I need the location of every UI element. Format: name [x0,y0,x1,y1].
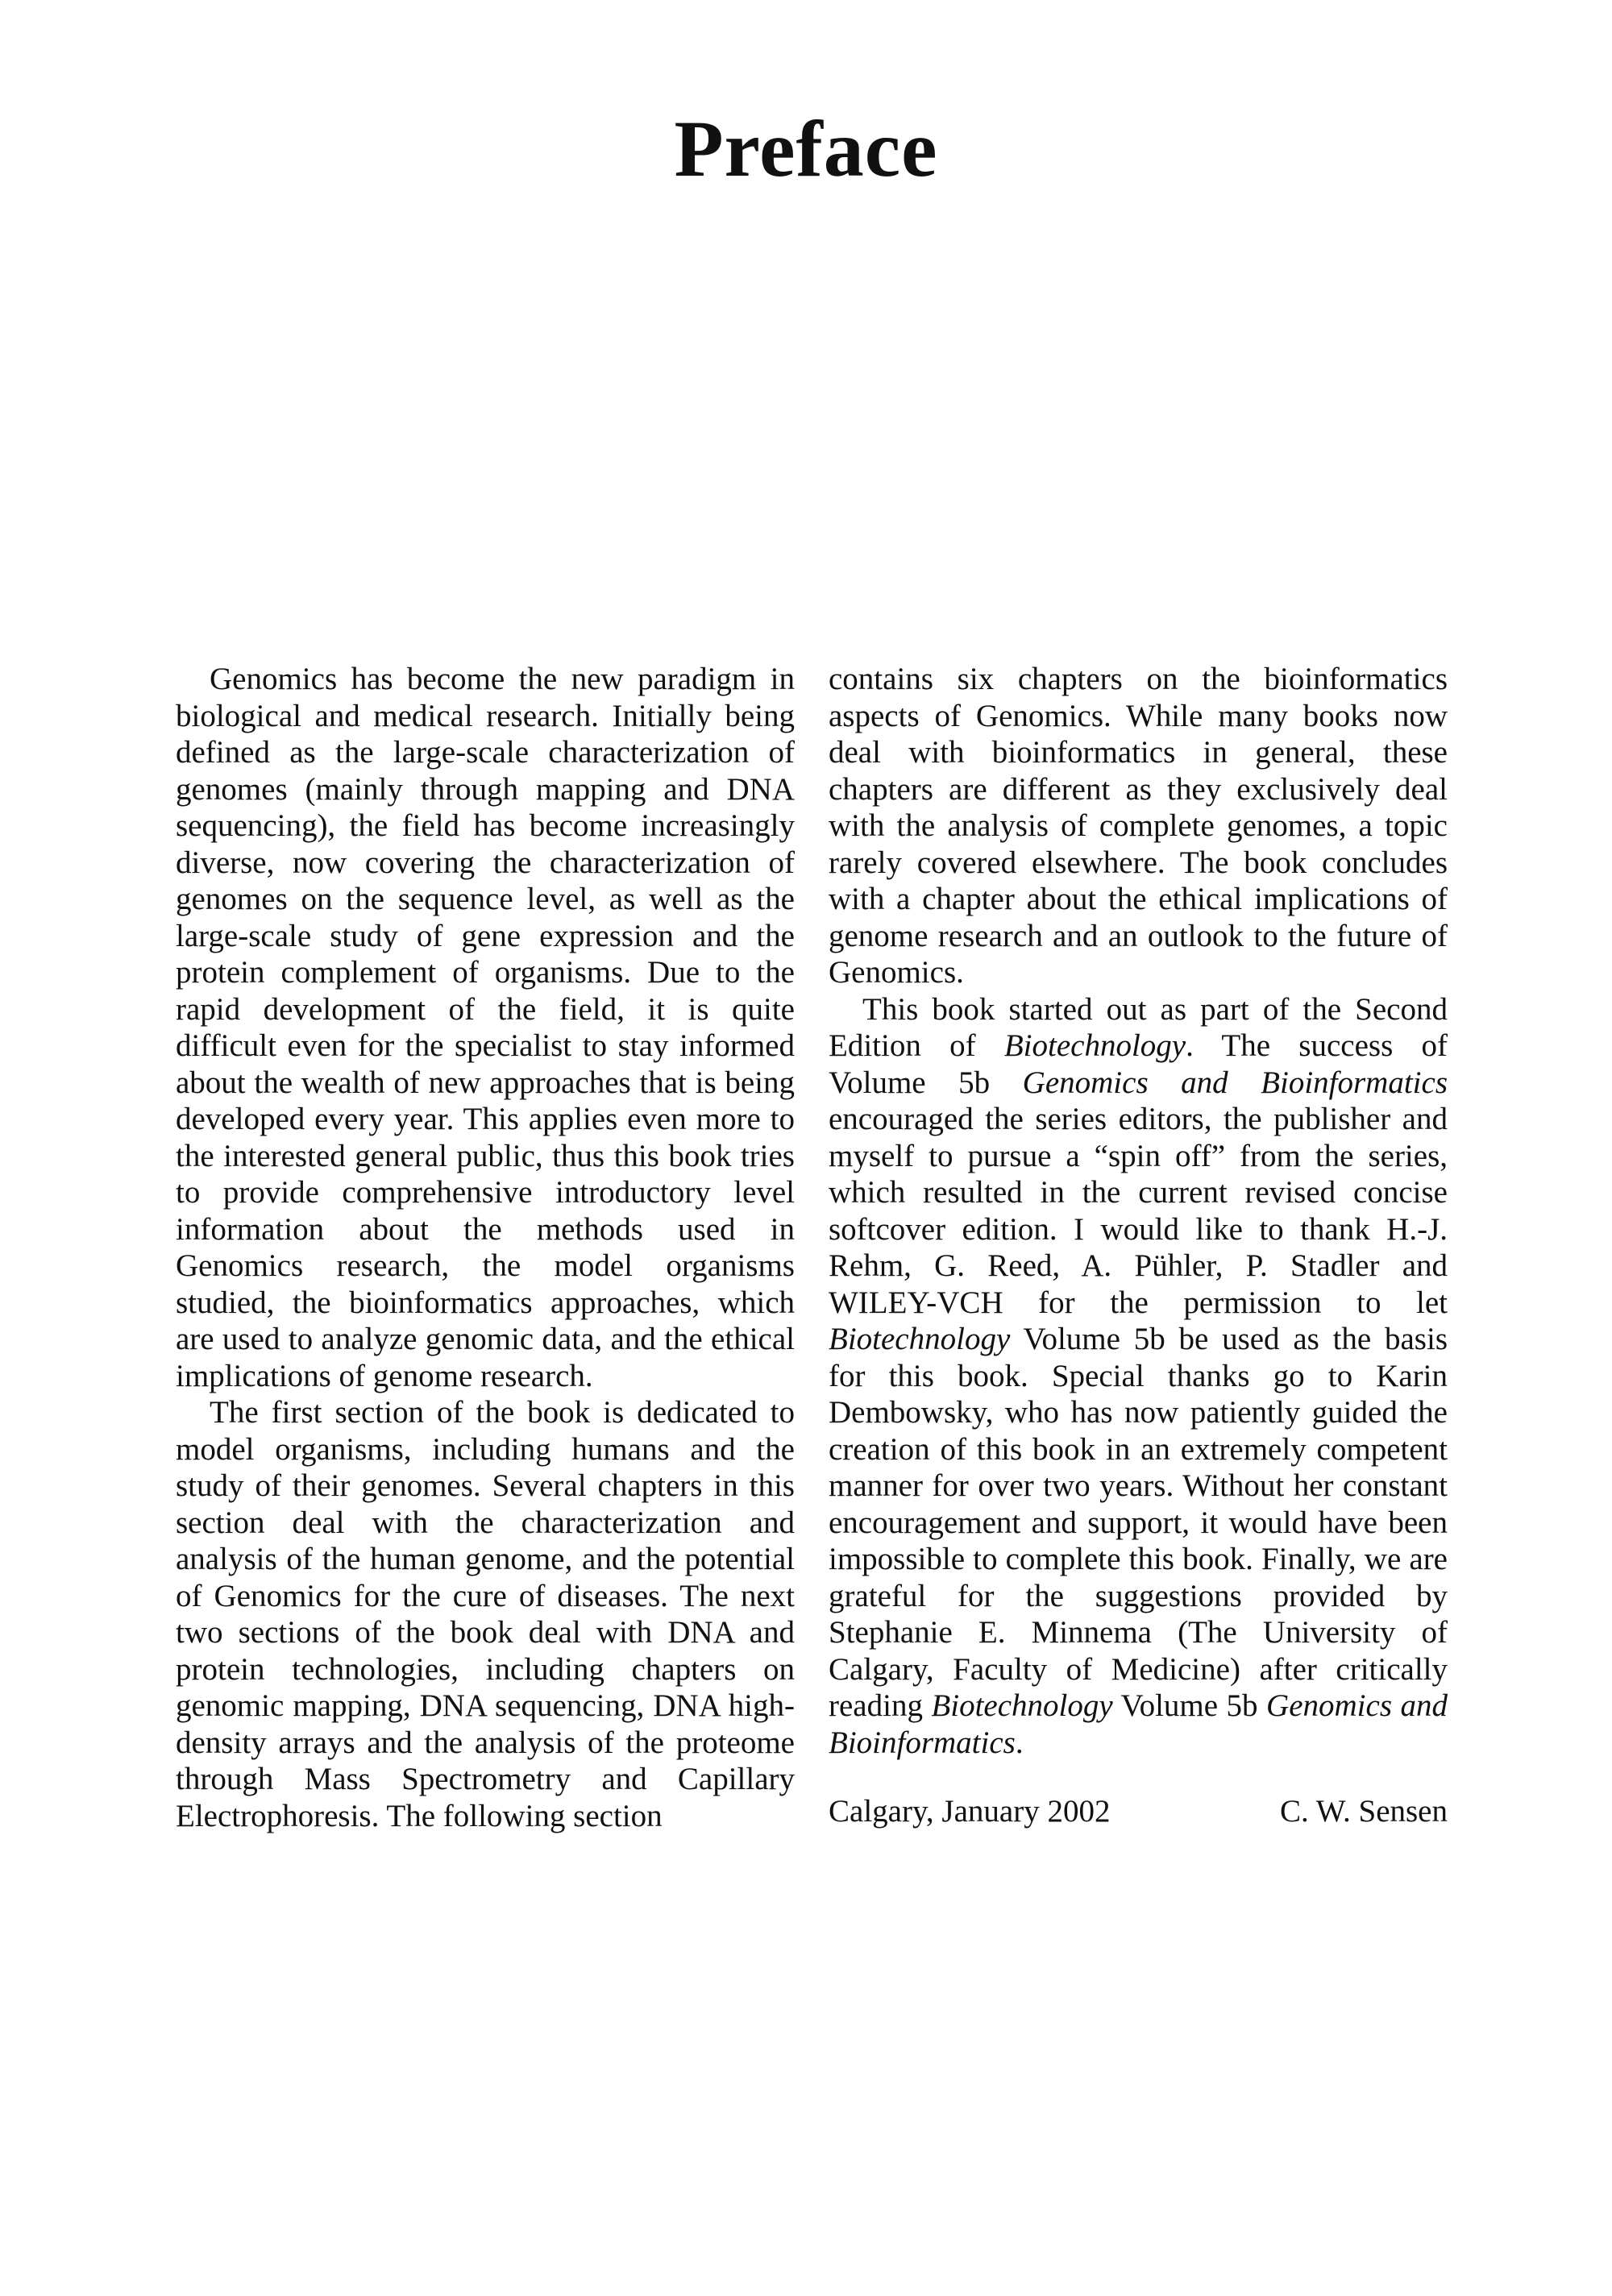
author-name: C. W. Sensen [1279,1794,1448,1829]
ack-text-6: . [1015,1725,1024,1760]
signature-line [829,1793,1448,1830]
ack-text-2: . The success of Volume 5b [829,1028,1448,1100]
ack-italic-biotechnology-1: Biotechnology [1003,1028,1186,1063]
paragraph-genomics-intro: Genomics has become the new paradigm in biological and medical research. Initially being defined as the large-scale characterization of genomes (mainly through mapping and DNA sequencing), the field has become increasingly diverse, now covering the characterization of genomes on the sequence level, as well as the large-scale study of gene expression and the protein complement of organisms. Due to the rapid development of the field, it is quite difficult even for the specialist to stay informed about the wealth of new approaches that is being developed every year. This applies even more to the interested general public, thus this book tries to provide comprehensive introductory level information about the methods used in Genomics research, the model organisms studied, the bioinformatics approaches, which are used to analyze genomic data, and the ethical implications of genome research. [176,662,795,1393]
paragraph-book-sections: The first section of the book is dedicated to model organisms, including humans and the study of their genomes. Several chapters in this section deal with the characterization and analysis of the human genome, and the potential of Genomics for the cure of diseases. The next two sections of the book deal with DNA and protein technologies, including chapters on genomic mapping, DNA sequencing, DNA high-density arrays and the analysis of the proteome through Mass Spectrometry and Capillary Electrophoresis. The following section [176,1395,795,1833]
paragraph-acknowledgements [829,991,1448,1762]
ack-text-5: Volume 5b [1112,1688,1267,1723]
page-title: Preface [674,104,938,193]
ack-italic-biotechnology-3: Biotechnology [931,1688,1113,1723]
ack-italic-genomics-title-2: Genomics and Bioinformatics [829,1688,1448,1760]
ack-text-1: This book started out as part of the Second Edition of [829,991,1448,1063]
ack-text-4: Volume 5b be used as the basis for this book. Special thanks go to Karin Dembowsky, who has now patiently guided the creation of this book in an extremely competent manner for over two years. Without her constant encouragement and support, it would have been impossible to complete this book. Finally, we are grateful for the suggestions provided by Stephanie E. Minnema (The University of Calgary, Faculty of Medicine) after critically reading [829,1322,1448,1723]
ack-italic-genomics-title-1: Genomics and Bioinformatics [1022,1065,1448,1100]
left-column [176,661,795,1834]
place-date: Calgary, January 2002 [829,1794,1111,1829]
ack-italic-biotechnology-2: Biotechnology [829,1322,1011,1356]
right-column [829,661,1448,1830]
ack-text-3: encouraged the series editors, the publisher and myself to pursue a “spin off” from the series, which resulted in the current revised concise softcover edition. I would like to thank H.-J. Rehm, G. Reed, A. Pühler, P. Stadler and WILEY-VCH for the permission to let [829,1102,1448,1320]
paragraph-bioinformatics-chapters: contains six chapters on the bioinformatics aspects of Genomics. While many books now deal with bioinformatics in general, these chapters are different as they exclusively deal with the analysis of complete genomes, a topic rarely covered elsewhere. The book concludes with a chapter about the ethical implications of genome research and an outlook to the future of Genomics. [829,662,1448,990]
